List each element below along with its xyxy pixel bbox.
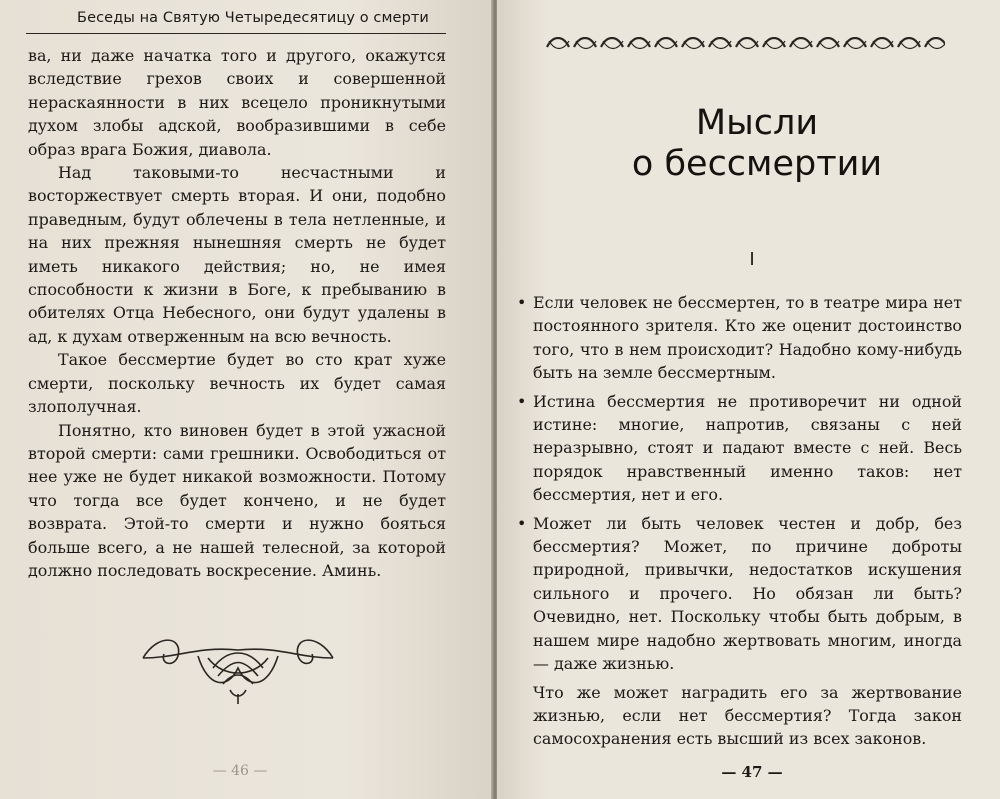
section-number: I <box>749 249 755 270</box>
paragraph: Такое бессмертие будет во сто крат хуже смерти, поскольку вечность их будет самая злополучная. <box>28 350 446 417</box>
paragraph: Понятно, кто виновен будет в этой ужасной второй смерти: сами грешники. Освободиться от нее уже не будет никакой возможности. Потому что тогда все будет кончено, и не будет возврата. Этой-то смерти и нужно бояться больше всего, а не нашей телесной, за которой должно последовать воскресение. Аминь. <box>28 420 446 580</box>
paragraph-continuation: Что же может наградить его за жертвование жизнью, если нет бессмертия? Тогда закон самосохранения есть высший из всех законов. <box>533 682 962 749</box>
list-item <box>517 291 962 385</box>
running-head: Беседы на Святую Четыредесятицу о смерти <box>77 10 429 26</box>
left-page <box>0 0 493 799</box>
right-page <box>497 0 1000 799</box>
list-item-text: Может ли быть человек честен и добр, без бессмертия? Может, по причине доброты природной, привычки, недостатков искушения сильного и прочего. Но обязан ли быть? Очевидно, нет. Поскольку чтобы быть добрым, в нашем мире надобно жертвовать многим, иногда — даже жизнью. <box>533 513 962 674</box>
left-body-text <box>28 44 446 582</box>
list-item-text: Если человек не бессмертен, то в театре мира нет постоянного зрителя. Кто же оценит достоинство того, что в нем происходит? Надобно кому-нибудь быть на земле бессмертным. <box>533 293 962 383</box>
bullet-icon: • <box>517 391 527 411</box>
chapter-subtitle: о бессмертии <box>631 144 883 184</box>
flourish-ornament-icon <box>138 628 338 708</box>
page-number-right: — 47 — <box>721 763 783 781</box>
right-body-text <box>517 291 962 751</box>
list-item <box>517 512 962 676</box>
header-rule <box>26 33 446 34</box>
bullet-icon: • <box>517 293 527 312</box>
paragraph: Над таковыми-то несчастными и восторжествует смерть вторая. И они, подобно праведным, будут облечены в тела нетленные, и на них прежняя нынешняя смерть не будет иметь никакого действия; но, не имея способности к жизни в Боге, к пребыванию в обителях Отца Небесного, они будут удалены в ад, к духам отверженным на всю вечность. <box>28 163 446 346</box>
paragraph-continuation: ва, ни даже начатка того и другого, окажутся вследствие грехов своих и совершенной нераскаянности в них всецело проникнутыми духом злобы адской, вообразившими в себе образ врага Божия, диавола. <box>28 46 446 159</box>
list-item-text: Истина бессмертия не противоречит ни одной истине: многие, напротив, связаны с ней неразрывно, стоят и падают вместе с ней. Весь порядок нравственный именно таков: нет бессмертия, нет и его. <box>533 391 962 505</box>
page-number-left: — 46 — <box>212 763 268 779</box>
bullet-icon: • <box>517 513 527 533</box>
chapter-title: Мысли <box>695 103 819 143</box>
decorative-border-icon <box>545 37 945 51</box>
list-item <box>517 390 962 507</box>
